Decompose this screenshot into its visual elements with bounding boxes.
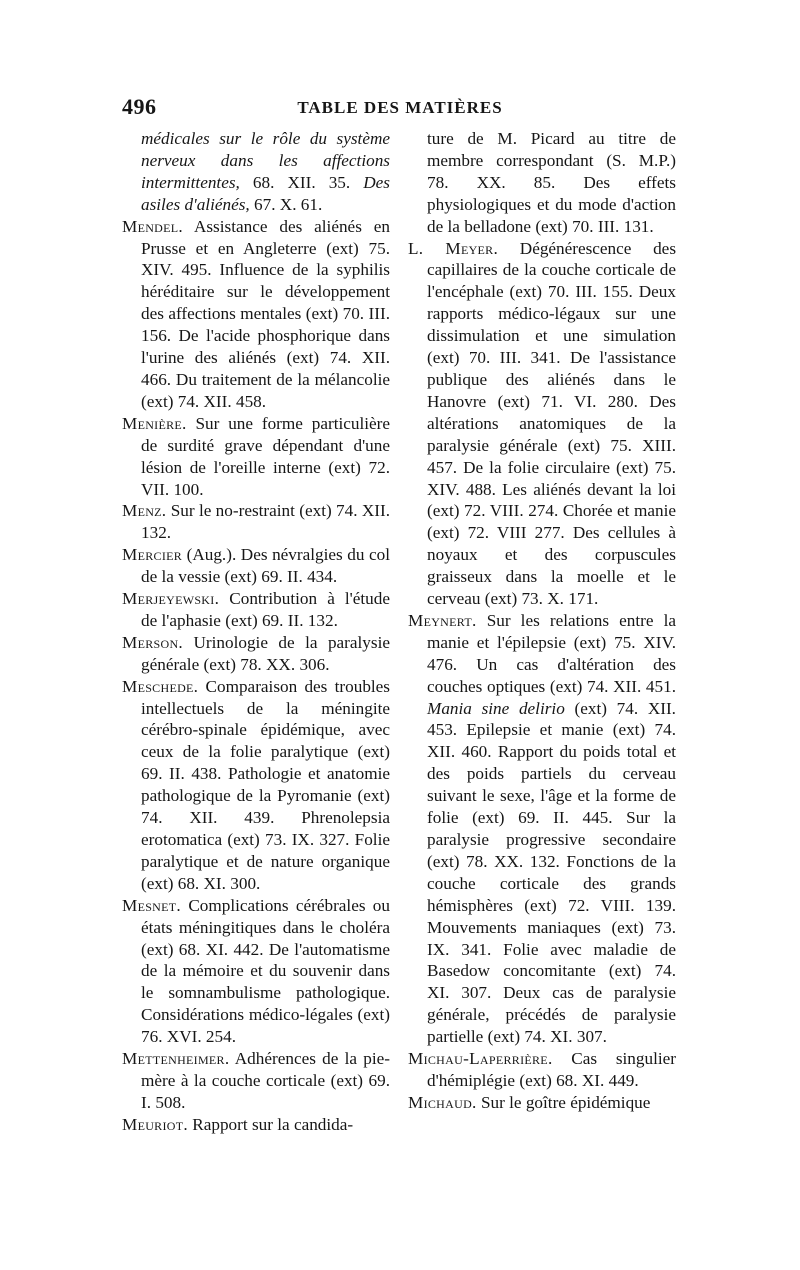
index-entry bbox=[122, 1114, 390, 1136]
entry-text-italic: Des asiles d'aliénés, bbox=[141, 172, 390, 214]
index-entry bbox=[122, 216, 390, 413]
entry-text: Assistance des aliénés en Prusse et en Angleterre (ext) 75. XIV. 495. Influence de la syphilis héréditaire sur le développement des affections mentales (ext) 70. III. 156. De l'acide phosphorique dans l'urine des aliénés (ext) 74. XII. 466. Du traitement de la mélancolie (ext) 74. XII. 458. bbox=[141, 216, 390, 411]
index-entry bbox=[122, 895, 390, 1048]
entry-text-italic: Mania sine delirio bbox=[427, 698, 565, 718]
index-entry bbox=[408, 238, 676, 610]
author-name: Michau-Laperrière. bbox=[408, 1049, 553, 1069]
author-name: Mettenheimer. bbox=[122, 1049, 230, 1069]
index-entry bbox=[408, 1048, 676, 1092]
author-name: Meschede. bbox=[122, 676, 199, 696]
right-column bbox=[408, 128, 676, 1114]
index-entry bbox=[408, 128, 676, 238]
author-name: Meuriot. bbox=[122, 1114, 188, 1134]
index-entry bbox=[408, 610, 676, 1048]
index-entry bbox=[122, 500, 390, 544]
entry-text: Sur le goître épidémique bbox=[476, 1092, 651, 1112]
author-name: L. Meyer. bbox=[408, 238, 499, 258]
entry-text: Cas singulier d'hémiplégie (ext) 68. XI. 449. bbox=[427, 1049, 676, 1090]
index-entry bbox=[122, 413, 390, 501]
entry-text: Rapport sur la candida- bbox=[187, 1114, 354, 1134]
entry-text: 67. X. 61. bbox=[249, 194, 323, 214]
entry-text: Sur le no-restraint (ext) 74. XII. 132. bbox=[141, 501, 390, 543]
entry-text: Sur les relations entre la manie et l'épilepsie (ext) 75. XIV. 476. Un cas d'altération des couches optiques (ext) 74. XII. 451. bbox=[427, 610, 676, 696]
author-name: Mesnet. bbox=[122, 895, 182, 915]
author-name: Mercier bbox=[122, 545, 183, 565]
entry-text-italic: médicales sur le rôle du système nerveux dans les affections intermittentes, bbox=[141, 129, 390, 192]
entry-text: (ext) 74. XII. 453. Epilepsie et manie (ext) 74. XII. 460. Rapport du poids total et des poids partiels du cerveau suivant le sexe, l'âge et la forme de folie (ext) 69. II. 445. Sur la paralysie progressive secondaire (ext) 78. XX. 132. Fonctions de la couche corticale des grands hémisphères (ext) 72. VIII. 139. Mouvements maniaques (ext) 73. IX. 341. Folie avec maladie de Basedow concomitante (ext) 74. XI. 307. Deux cas de paralysie générale, précédés de paralysie partielle (ext) 74. XI. 307. bbox=[427, 698, 676, 1047]
entry-text: Complications cérébrales ou états méningitiques dans le choléra (ext) 68. XI. 442. De l'automatisme de la mémoire et du souvenir dans le somnambulisme pathologique. Considérations médico-légales (ext) 76. XVI. 254. bbox=[141, 895, 390, 1047]
index-entry bbox=[122, 676, 390, 895]
author-name: Merson. bbox=[122, 632, 184, 652]
author-name: Merjeyewski. bbox=[122, 589, 220, 609]
author-name: Meynert. bbox=[408, 610, 477, 630]
running-title: TABLE DES MATIÈRES bbox=[297, 98, 503, 117]
entry-text: Dégénérescence des capillaires de la couche corticale de l'encéphale (ext) 70. III. 155. Deux rapports médico-légaux sur une dissimulation et une simulation (ext) 70. III. 341. De l'assistance publique des aliénés dans le Hanovre (ext) 71. VI. 280. Des altérations anatomiques de la paralysie générale (ext) 75. XIII. 457. De la folie circulaire (ext) 75. XIV. 488. Les aliénés devant la loi (ext) 72. VIII. 274. Chorée et manie (ext) 72. VIII 277. Des cellules à noyaux et des corpuscules graisseux dans la moelle et le cerveau (ext) 73. X. 171. bbox=[427, 238, 677, 609]
entry-text: Comparaison des troubles intellectuels de la méningite cérébro-spinale épidémique, avec ceux de la folie paralytique (ext) 69. II. 438. Pathologie et anatomie pathologique de la Pyromanie (ext) 74. XII. 439. Phrenolepsia erotomatica (ext) 73. IX. 327. Folie paralytique et de nature organique (ext) 68. XI. 300. bbox=[141, 676, 390, 893]
index-entry bbox=[122, 128, 390, 216]
author-name: Menière. bbox=[122, 413, 187, 433]
index-entry bbox=[122, 632, 390, 676]
author-name: Mendel. bbox=[122, 216, 184, 236]
entry-text: Sur une forme particulière de surdité grave dépendant d'une lésion de l'oreille interne (ext) 72. VII. 100. bbox=[141, 413, 390, 499]
index-entry bbox=[122, 1048, 390, 1114]
entry-text: ture de M. Picard au titre de membre correspondant (S. M.P.) 78. XX. 85. Des effets physiologiques et du mode d'action de la belladone (ext) 70. III. 131. bbox=[427, 129, 676, 236]
index-entry bbox=[122, 588, 390, 632]
author-name: Michaud. bbox=[408, 1092, 477, 1112]
entry-text: Contribution à l'étude de l'aphasie (ext) 69. II. 132. bbox=[141, 589, 390, 630]
entry-text: (Aug.). Des névralgies du col de la vessie (ext) 69. II. 434. bbox=[141, 545, 390, 587]
entry-text: Urinologie de la paralysie générale (ext) 78. XX. 306. bbox=[141, 632, 390, 674]
page-number: 496 bbox=[122, 94, 157, 119]
index-entry bbox=[122, 544, 390, 588]
index-entry bbox=[408, 1092, 676, 1114]
entry-text: Adhérences de la pie-mère à la couche corticale (ext) 69. I. 508. bbox=[141, 1049, 390, 1112]
entry-text: 68. XII. 35. bbox=[239, 172, 364, 192]
left-column bbox=[122, 128, 390, 1136]
author-name: Menz. bbox=[122, 501, 167, 521]
